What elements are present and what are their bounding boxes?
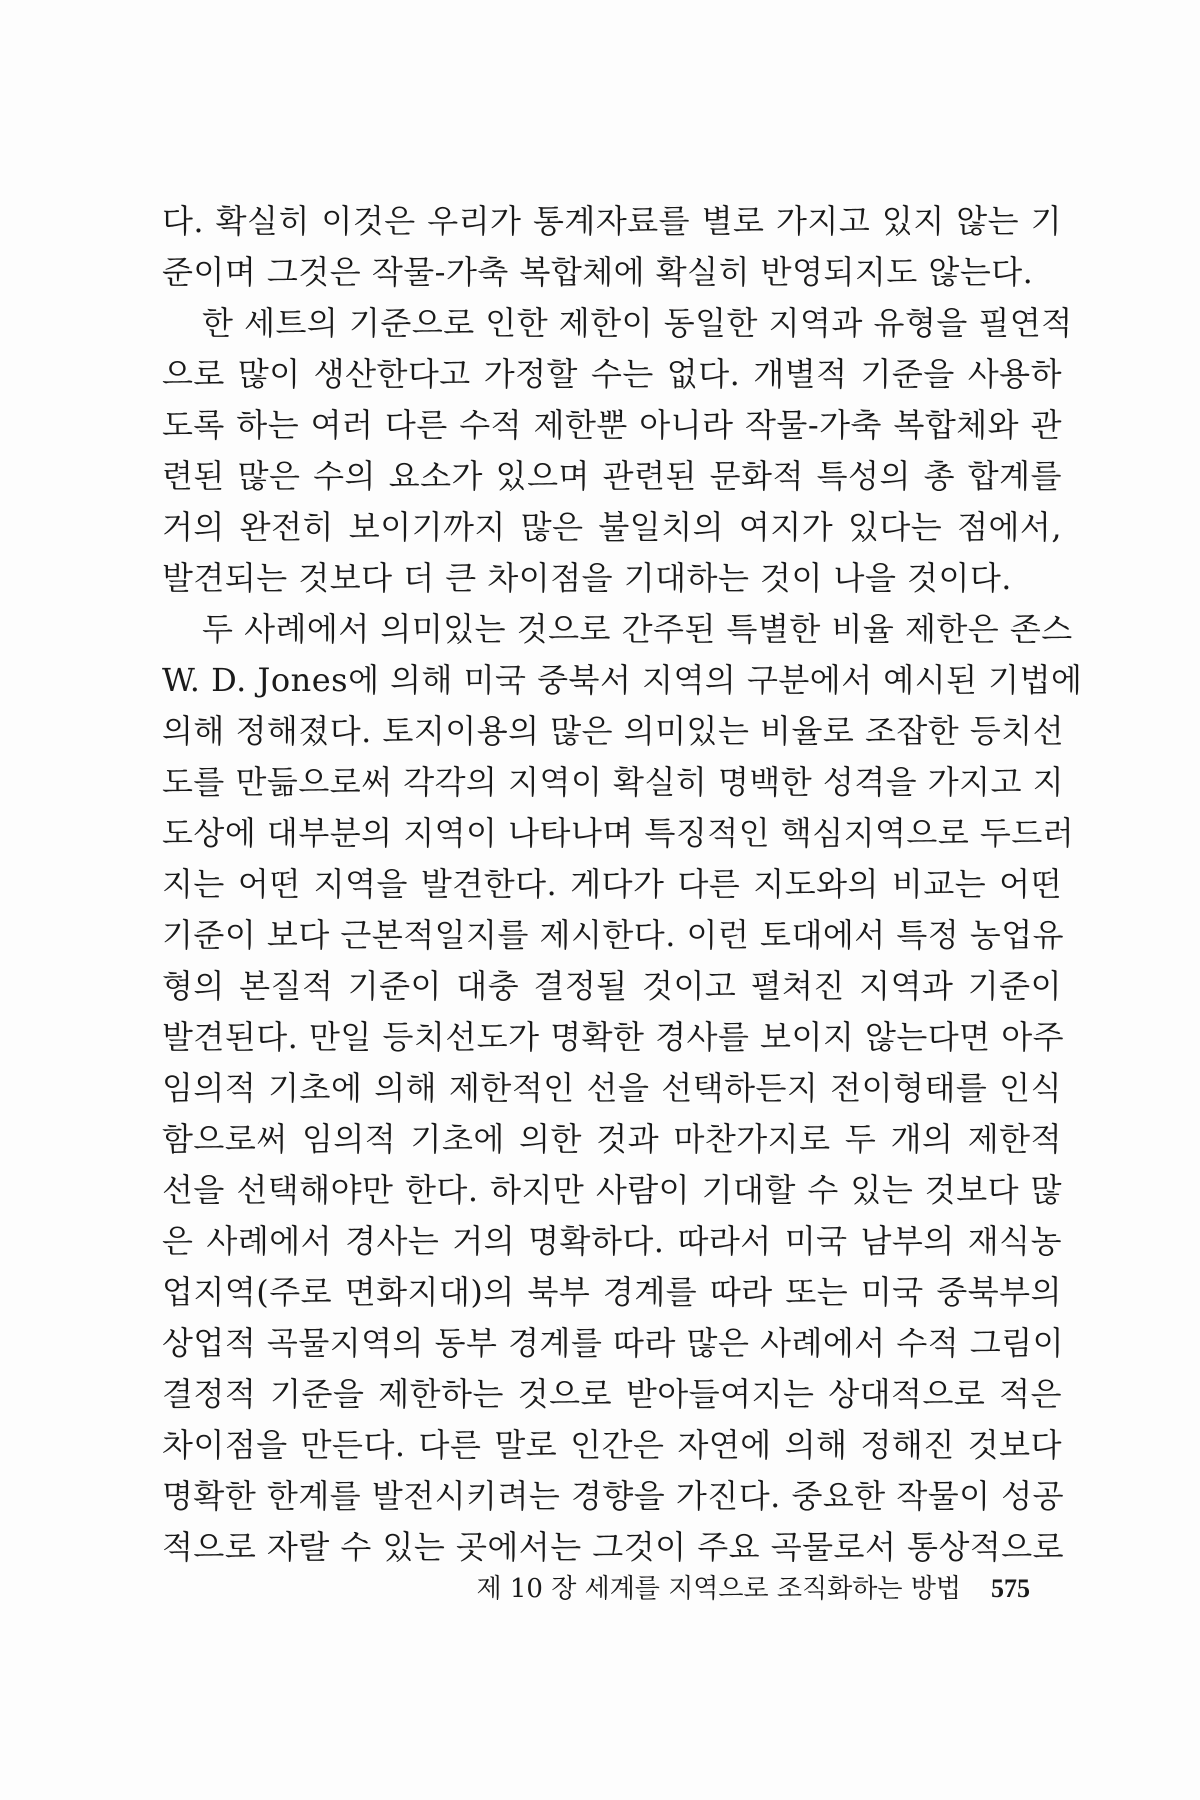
text-line: 적으로 자랄 수 있는 곳에서는 그것이 주요 곡물로서 통상적으로 [162, 1528, 1065, 1566]
text-line: 준이며 그것은 작물-가축 복합체에 확실히 반영되지도 않는다. [162, 253, 1034, 291]
text-line: 기준이 보다 근본적일지를 제시한다. 이런 토대에서 특정 농업유 [162, 916, 1065, 954]
page-number: 575 [991, 1574, 1030, 1603]
running-title: 제 10 장 세계를 지역으로 조직화하는 방법 [476, 1574, 961, 1604]
text-line: 함으로써 임의적 기초에 의한 것과 마찬가지로 두 개의 제한적 [162, 1120, 1062, 1158]
text-line: 다. 확실히 이것은 우리가 통계자료를 별로 가지고 있지 않는 기 [162, 202, 1062, 240]
text-line: 선을 선택해야만 한다. 하지만 사람이 기대할 수 있는 것보다 많 [162, 1171, 1062, 1209]
text-line: 한 세트의 기준으로 인한 제한이 동일한 지역과 유형을 필연적 [202, 304, 1073, 342]
text-line: 도상에 대부분의 지역이 나타나며 특징적인 핵심지역으로 두드러 [162, 814, 1075, 852]
text-line: 결정적 기준을 제한하는 것으로 받아들여지는 상대적으로 적은 [162, 1375, 1062, 1413]
text-line: 거의 완전히 보이기까지 많은 불일치의 여지가 있다는 점에서, [162, 508, 1062, 546]
text-line: 임의적 기초에 의해 제한적인 선을 선택하든지 전이형태를 인식 [162, 1069, 1062, 1107]
text-line: 업지역(주로 면화지대)의 북부 경계를 따라 또는 미국 중북부의 [162, 1273, 1062, 1311]
text-line: 두 사례에서 의미있는 것으로 간주된 특별한 비율 제한은 존스 [202, 610, 1073, 648]
text-line: 형의 본질적 기준이 대충 결정될 것이고 펼쳐진 지역과 기준이 [162, 967, 1062, 1005]
text-line: 의해 정해졌다. 토지이용의 많은 의미있는 비율로 조잡한 등치선 [162, 712, 1065, 750]
text-line: 명확한 한계를 발전시키려는 경향을 가진다. 중요한 작물이 성공 [162, 1477, 1065, 1515]
text-line: 은 사례에서 경사는 거의 명확하다. 따라서 미국 남부의 재식농 [162, 1222, 1062, 1260]
text-line: 발견되는 것보다 더 큰 차이점을 기대하는 것이 나을 것이다. [162, 559, 1012, 597]
text-line: 도록 하는 여러 다른 수적 제한뿐 아니라 작물-가축 복합체와 관 [162, 406, 1062, 444]
text-line: 지는 어떤 지역을 발견한다. 게다가 다른 지도와의 비교는 어떤 [162, 865, 1062, 903]
text-line: 발견된다. 만일 등치선도가 명확한 경사를 보이지 않는다면 아주 [162, 1018, 1065, 1056]
text-line: 차이점을 만든다. 다른 말로 인간은 자연에 의해 정해진 것보다 [162, 1426, 1062, 1464]
text-line: 도를 만듦으로써 각각의 지역이 확실히 명백한 성격을 가지고 지 [162, 763, 1065, 801]
text-line: 상업적 곡물지역의 동부 경계를 따라 많은 사례에서 수적 그림이 [162, 1324, 1065, 1362]
text-line: 으로 많이 생산한다고 가정할 수는 없다. 개별적 기준을 사용하 [162, 355, 1062, 393]
text-line: W. D. Jones에 의해 미국 중북서 지역의 구분에서 예시된 기법에 [162, 661, 1083, 699]
text-line: 련된 많은 수의 요소가 있으며 관련된 문화적 특성의 총 합계를 [162, 457, 1062, 495]
body-text [162, 196, 1083, 1573]
page-footer [470, 1573, 1030, 1605]
